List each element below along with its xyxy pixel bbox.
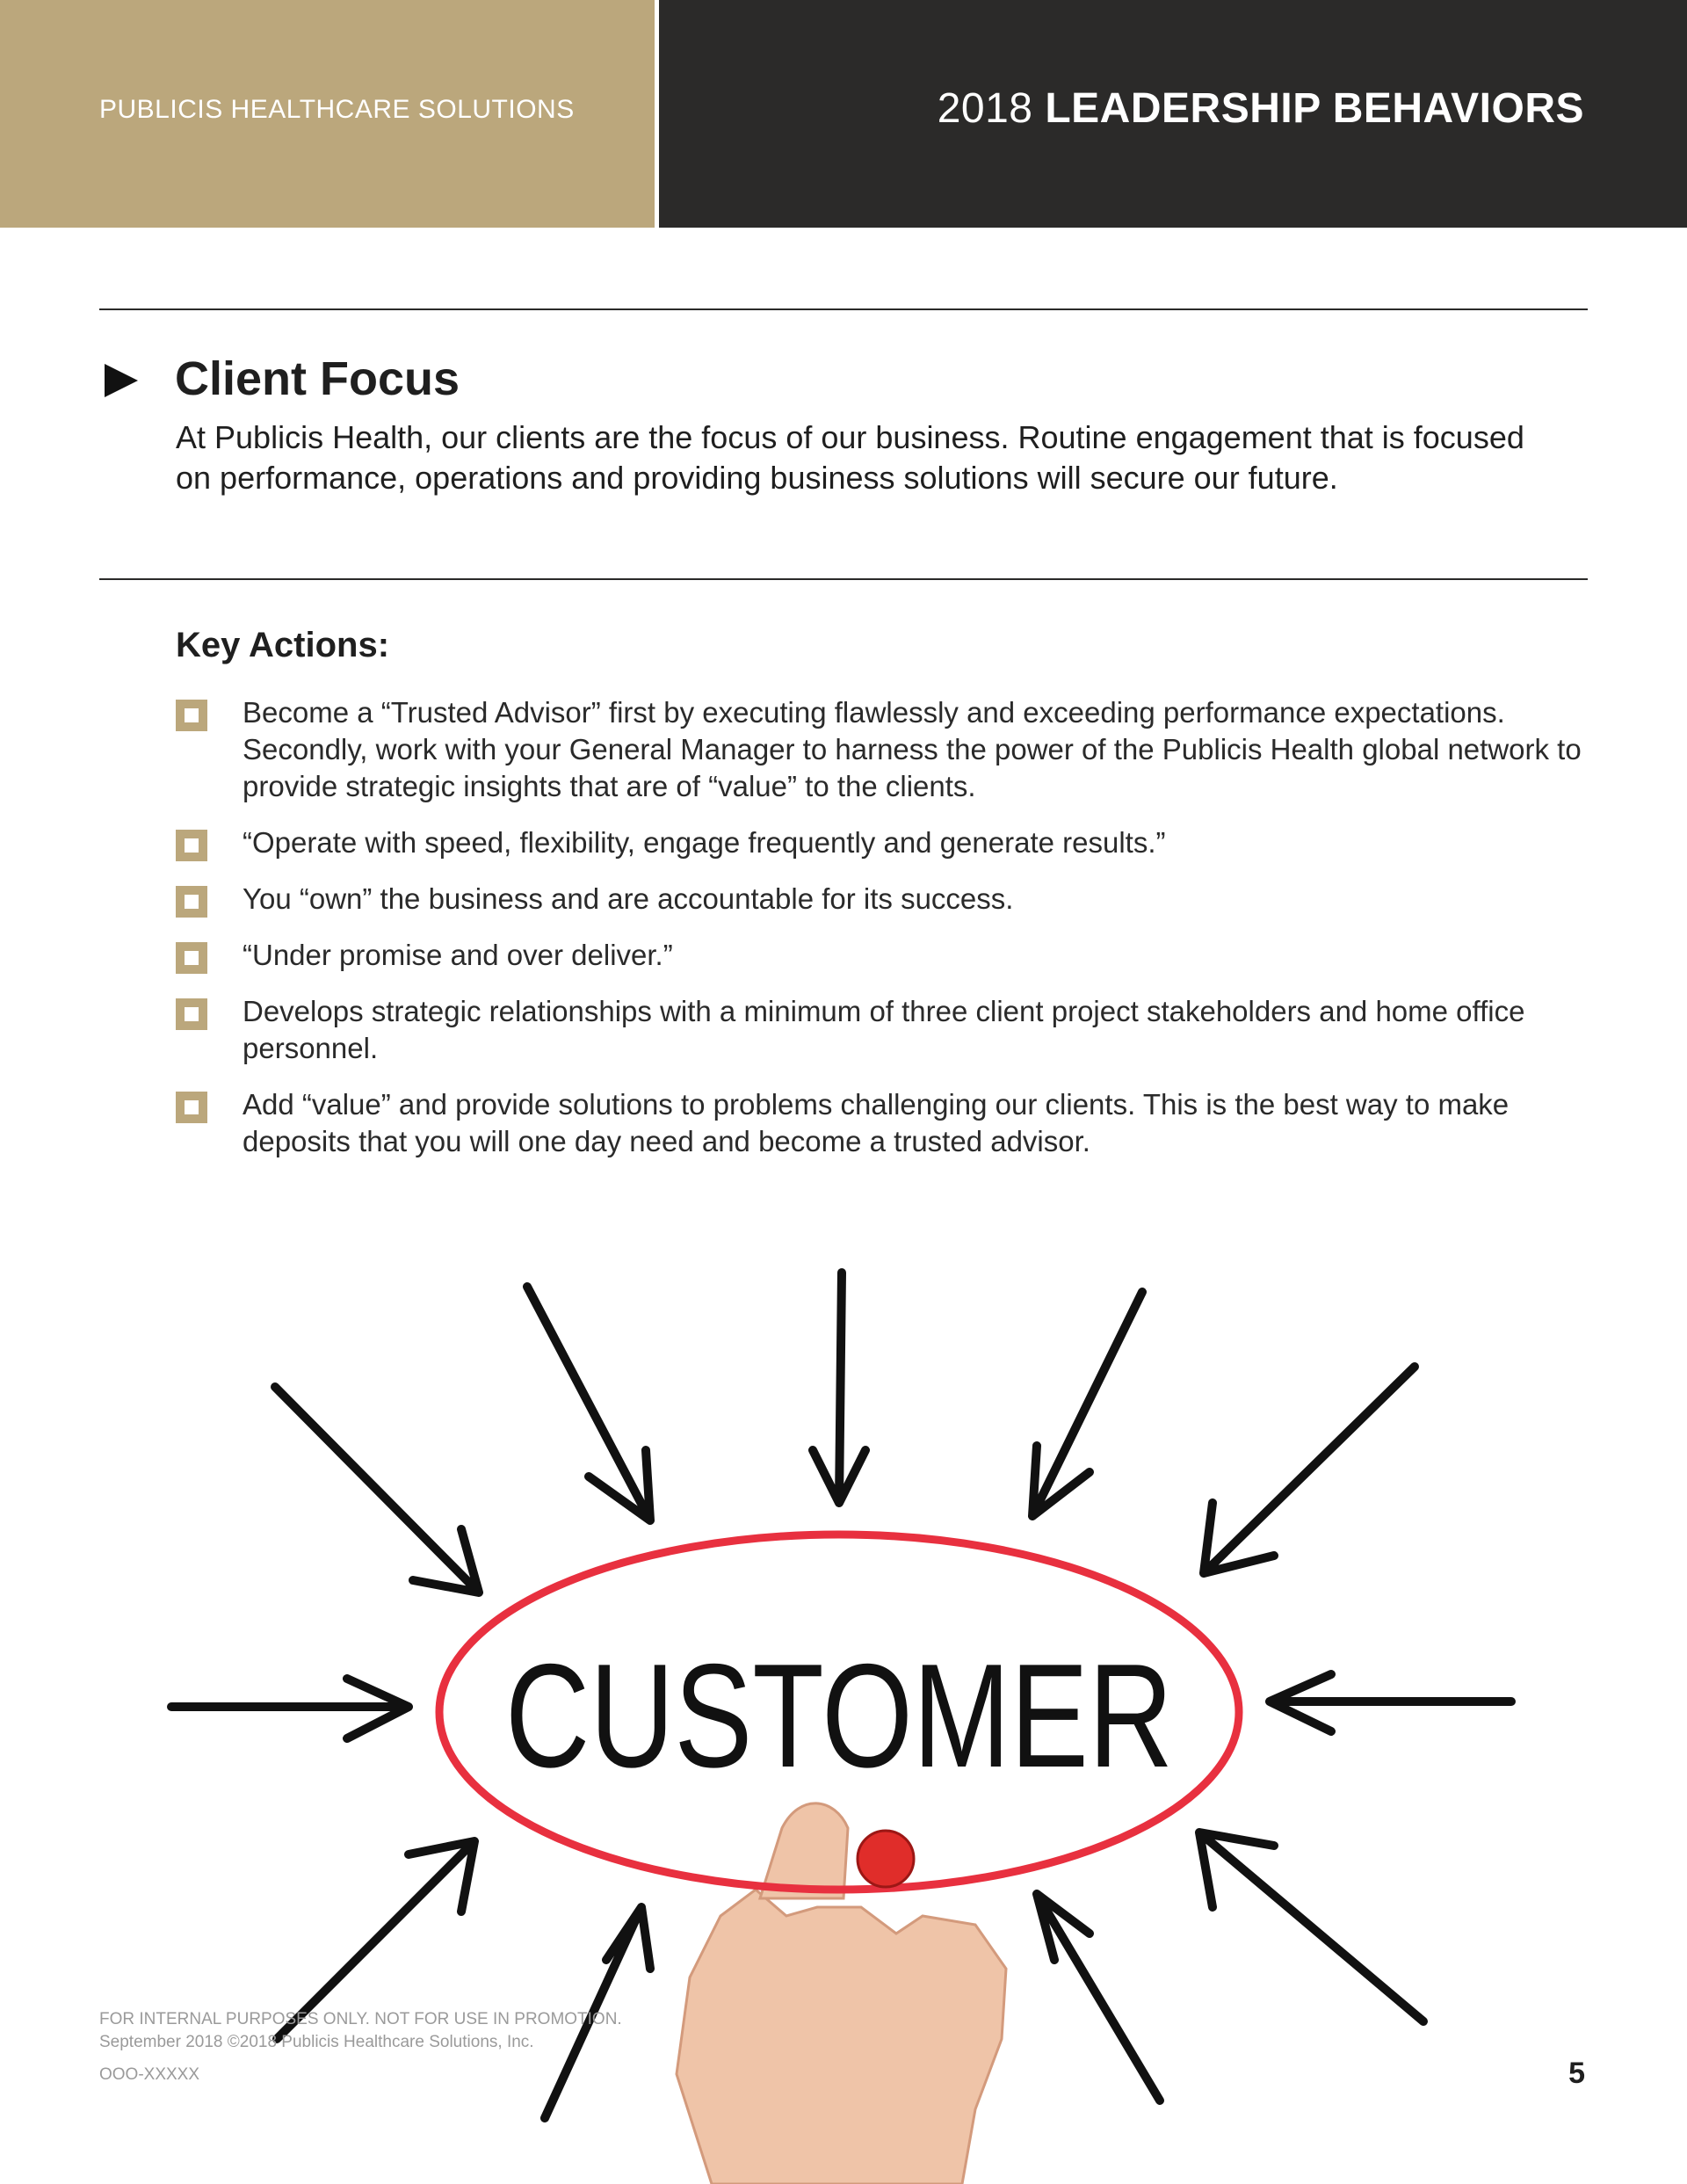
arrow-icon — [1270, 1674, 1511, 1731]
customer-word: CUSTOMER — [505, 1633, 1173, 1798]
footer-notice-line: FOR INTERNAL PURPOSES ONLY. NOT FOR USE IN PROMOTION. — [99, 2010, 622, 2028]
arrow-icon — [1199, 1832, 1423, 2021]
footer-notice-line: September 2018 ©2018 Publicis Healthcare Solutions, Inc. — [99, 2033, 534, 2051]
square-bullet-icon — [176, 1092, 207, 1123]
arrow-icon — [1204, 1367, 1415, 1573]
arrow-icon — [171, 1679, 409, 1738]
marker-tip-icon — [858, 1831, 914, 1887]
document-title-main: LEADERSHIP BEHAVIORS — [1045, 85, 1584, 132]
section-title: Client Focus — [175, 352, 460, 405]
key-action-text: Develops strategic relationships with a minimum of three client project stakeholders and home office personnel. — [243, 995, 1525, 1064]
key-action-item — [176, 694, 1582, 805]
page-number: 5 — [1568, 2057, 1585, 2090]
key-action-text: Become a “Trusted Advisor” first by executing flawlessly and exceeding performance expectations. Secondly, work with your General Manager to harness the power of the Publicis Health global network to provide strategic insights that are of “value” to the clients. — [243, 696, 1582, 802]
key-action-item — [176, 824, 1582, 861]
key-action-item — [176, 1086, 1582, 1160]
play-arrow-icon — [103, 362, 140, 399]
document-title — [938, 84, 1584, 133]
square-bullet-icon — [176, 886, 207, 918]
key-actions-list — [176, 694, 1582, 1179]
key-action-text: “Operate with speed, flexibility, engage frequently and generate results.” — [243, 826, 1166, 859]
square-bullet-icon — [176, 942, 207, 974]
arrow-icon — [527, 1287, 650, 1520]
arrow-icon — [1032, 1292, 1142, 1516]
document-title-year: 2018 — [937, 85, 1033, 132]
key-actions-title: Key Actions: — [176, 626, 390, 664]
arrow-icon — [1037, 1894, 1160, 2101]
header-brand-panel — [0, 0, 655, 228]
key-action-item — [176, 937, 1582, 974]
header-title-panel — [659, 0, 1687, 228]
divider-top — [99, 308, 1588, 310]
brand-name: PUBLICIS HEALTHCARE SOLUTIONS — [99, 95, 575, 124]
square-bullet-icon — [176, 700, 207, 731]
key-action-text: You “own” the business and are accountable for its success. — [243, 882, 1014, 915]
key-action-item — [176, 993, 1582, 1067]
square-bullet-icon — [176, 830, 207, 861]
footer-code: OOO-XXXXX — [99, 2065, 200, 2084]
arrow-icon — [813, 1273, 865, 1503]
divider-middle — [99, 578, 1588, 580]
arrow-icon — [275, 1387, 479, 1593]
square-bullet-icon — [176, 998, 207, 1030]
key-action-text: “Under promise and over deliver.” — [243, 939, 673, 971]
footer-notice — [99, 2008, 622, 2054]
section-intro: At Publicis Health, our clients are the focus of our business. Routine engagement that is focused on performance, operations and providing business solutions will secure our future. — [176, 419, 1524, 496]
key-action-item — [176, 881, 1582, 918]
key-action-text: Add “value” and provide solutions to problems challenging our clients. This is the best way to make deposits that you will one day need and become a trusted advisor. — [243, 1088, 1510, 1157]
hand-shape — [677, 1890, 1006, 2184]
